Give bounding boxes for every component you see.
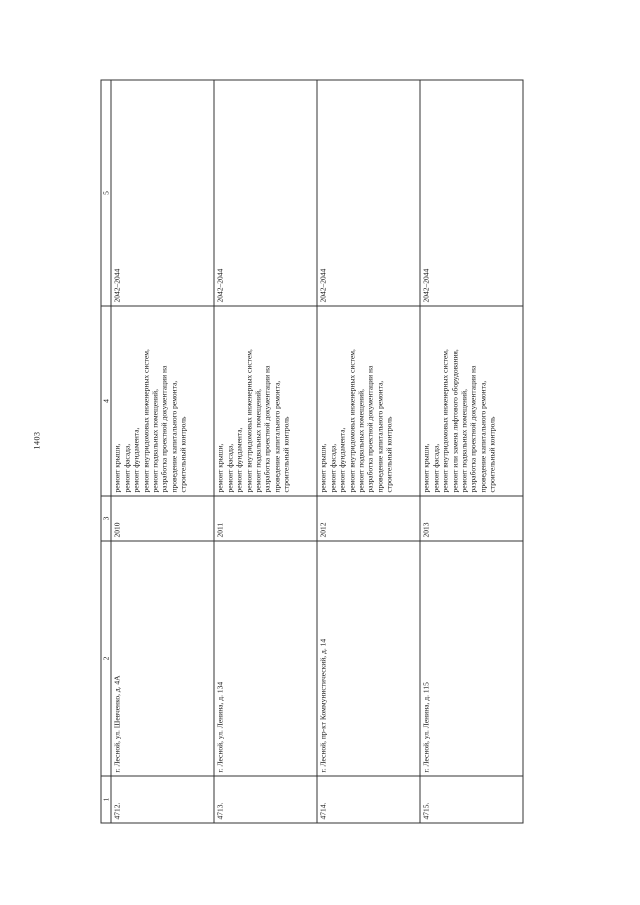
work-item: ремонт фасада, <box>224 443 234 492</box>
works-cell <box>420 306 523 496</box>
work-item: ремонт крыши, <box>421 443 431 492</box>
row-number: 4712. <box>111 776 214 823</box>
work-item: ремонт внутридомовых инженерных систем, <box>440 348 450 492</box>
year-cell: 2012 <box>317 496 420 541</box>
column-header: 1 <box>101 776 111 823</box>
work-item: ремонт или замена лифтового оборудования, <box>449 348 459 492</box>
work-item: строительный контроль <box>487 416 496 492</box>
work-item: проведение капитального ремонта, <box>477 380 487 492</box>
year-cell: 2013 <box>420 496 523 541</box>
work-item: ремонт фасада, <box>121 443 131 492</box>
row-number: 4713. <box>214 776 317 823</box>
column-header: 2 <box>101 541 111 776</box>
rotated-table-container <box>100 80 540 823</box>
table-row <box>111 80 214 823</box>
work-item: ремонт крыши, <box>112 443 122 492</box>
works-cell <box>317 306 420 496</box>
work-item: ремонт внутридомовых инженерных систем, <box>346 348 356 492</box>
work-item: ремонт фундамента, <box>131 427 141 492</box>
work-item: разработка проектной документации на <box>365 365 375 492</box>
column-header: 4 <box>101 306 111 496</box>
work-item: ремонт фасада, <box>327 443 337 492</box>
row-number: 4714. <box>317 776 420 823</box>
table-header-row <box>101 80 111 823</box>
row-number: 4715. <box>420 776 523 823</box>
year-cell: 2010 <box>111 496 214 541</box>
table-row <box>214 80 317 823</box>
work-item: разработка проектной документации на <box>262 365 272 492</box>
address-cell: г. Лесной, ул. Ленина, д. 115 <box>420 541 523 776</box>
work-item: строительный контроль <box>281 416 290 492</box>
address-cell: г. Лесной, ул. Шевченко, д. 4А <box>111 541 214 776</box>
address-cell: г. Лесной, ул. Ленина, д. 134 <box>214 541 317 776</box>
work-item: проведение капитального ремонта, <box>168 380 178 492</box>
year-cell: 2011 <box>214 496 317 541</box>
work-item: проведение капитального ремонта, <box>374 380 384 492</box>
work-item: ремонт фундамента, <box>337 427 347 492</box>
work-item: ремонт фундамента, <box>234 427 244 492</box>
work-item: ремонт подвальных помещений, <box>355 388 365 492</box>
work-item: ремонт подвальных помещений, <box>252 388 262 492</box>
works-cell <box>111 306 214 496</box>
work-item: строительный контроль <box>178 416 187 492</box>
column-header: 3 <box>101 496 111 541</box>
work-item: проведение капитального ремонта, <box>271 380 281 492</box>
work-item: ремонт крыши, <box>215 443 225 492</box>
works-cell <box>214 306 317 496</box>
table-row <box>317 80 420 823</box>
column-header: 5 <box>101 80 111 306</box>
work-item: ремонт подвальных помещений, <box>149 388 159 492</box>
address-cell: г. Лесной, пр-кт Коммунистический, д. 14 <box>317 541 420 776</box>
work-item: ремонт фасада, <box>430 443 440 492</box>
work-item: ремонт внутридомовых инженерных систем, <box>243 348 253 492</box>
table-row <box>420 80 523 823</box>
period-cell: 2042–2044 <box>111 80 214 306</box>
period-cell: 2042–2044 <box>420 80 523 306</box>
repair-schedule-table <box>100 79 523 823</box>
work-item: ремонт крыши, <box>318 443 328 492</box>
work-item: строительный контроль <box>384 416 393 492</box>
work-item: разработка проектной документации на <box>159 365 169 492</box>
work-item: разработка проектной документации на <box>468 365 478 492</box>
page-number: 1403 <box>32 431 42 450</box>
work-item: ремонт внутридомовых инженерных систем, <box>140 348 150 492</box>
work-item: ремонт подвальных помещений, <box>458 388 468 492</box>
period-cell: 2042–2044 <box>317 80 420 306</box>
period-cell: 2042–2044 <box>214 80 317 306</box>
